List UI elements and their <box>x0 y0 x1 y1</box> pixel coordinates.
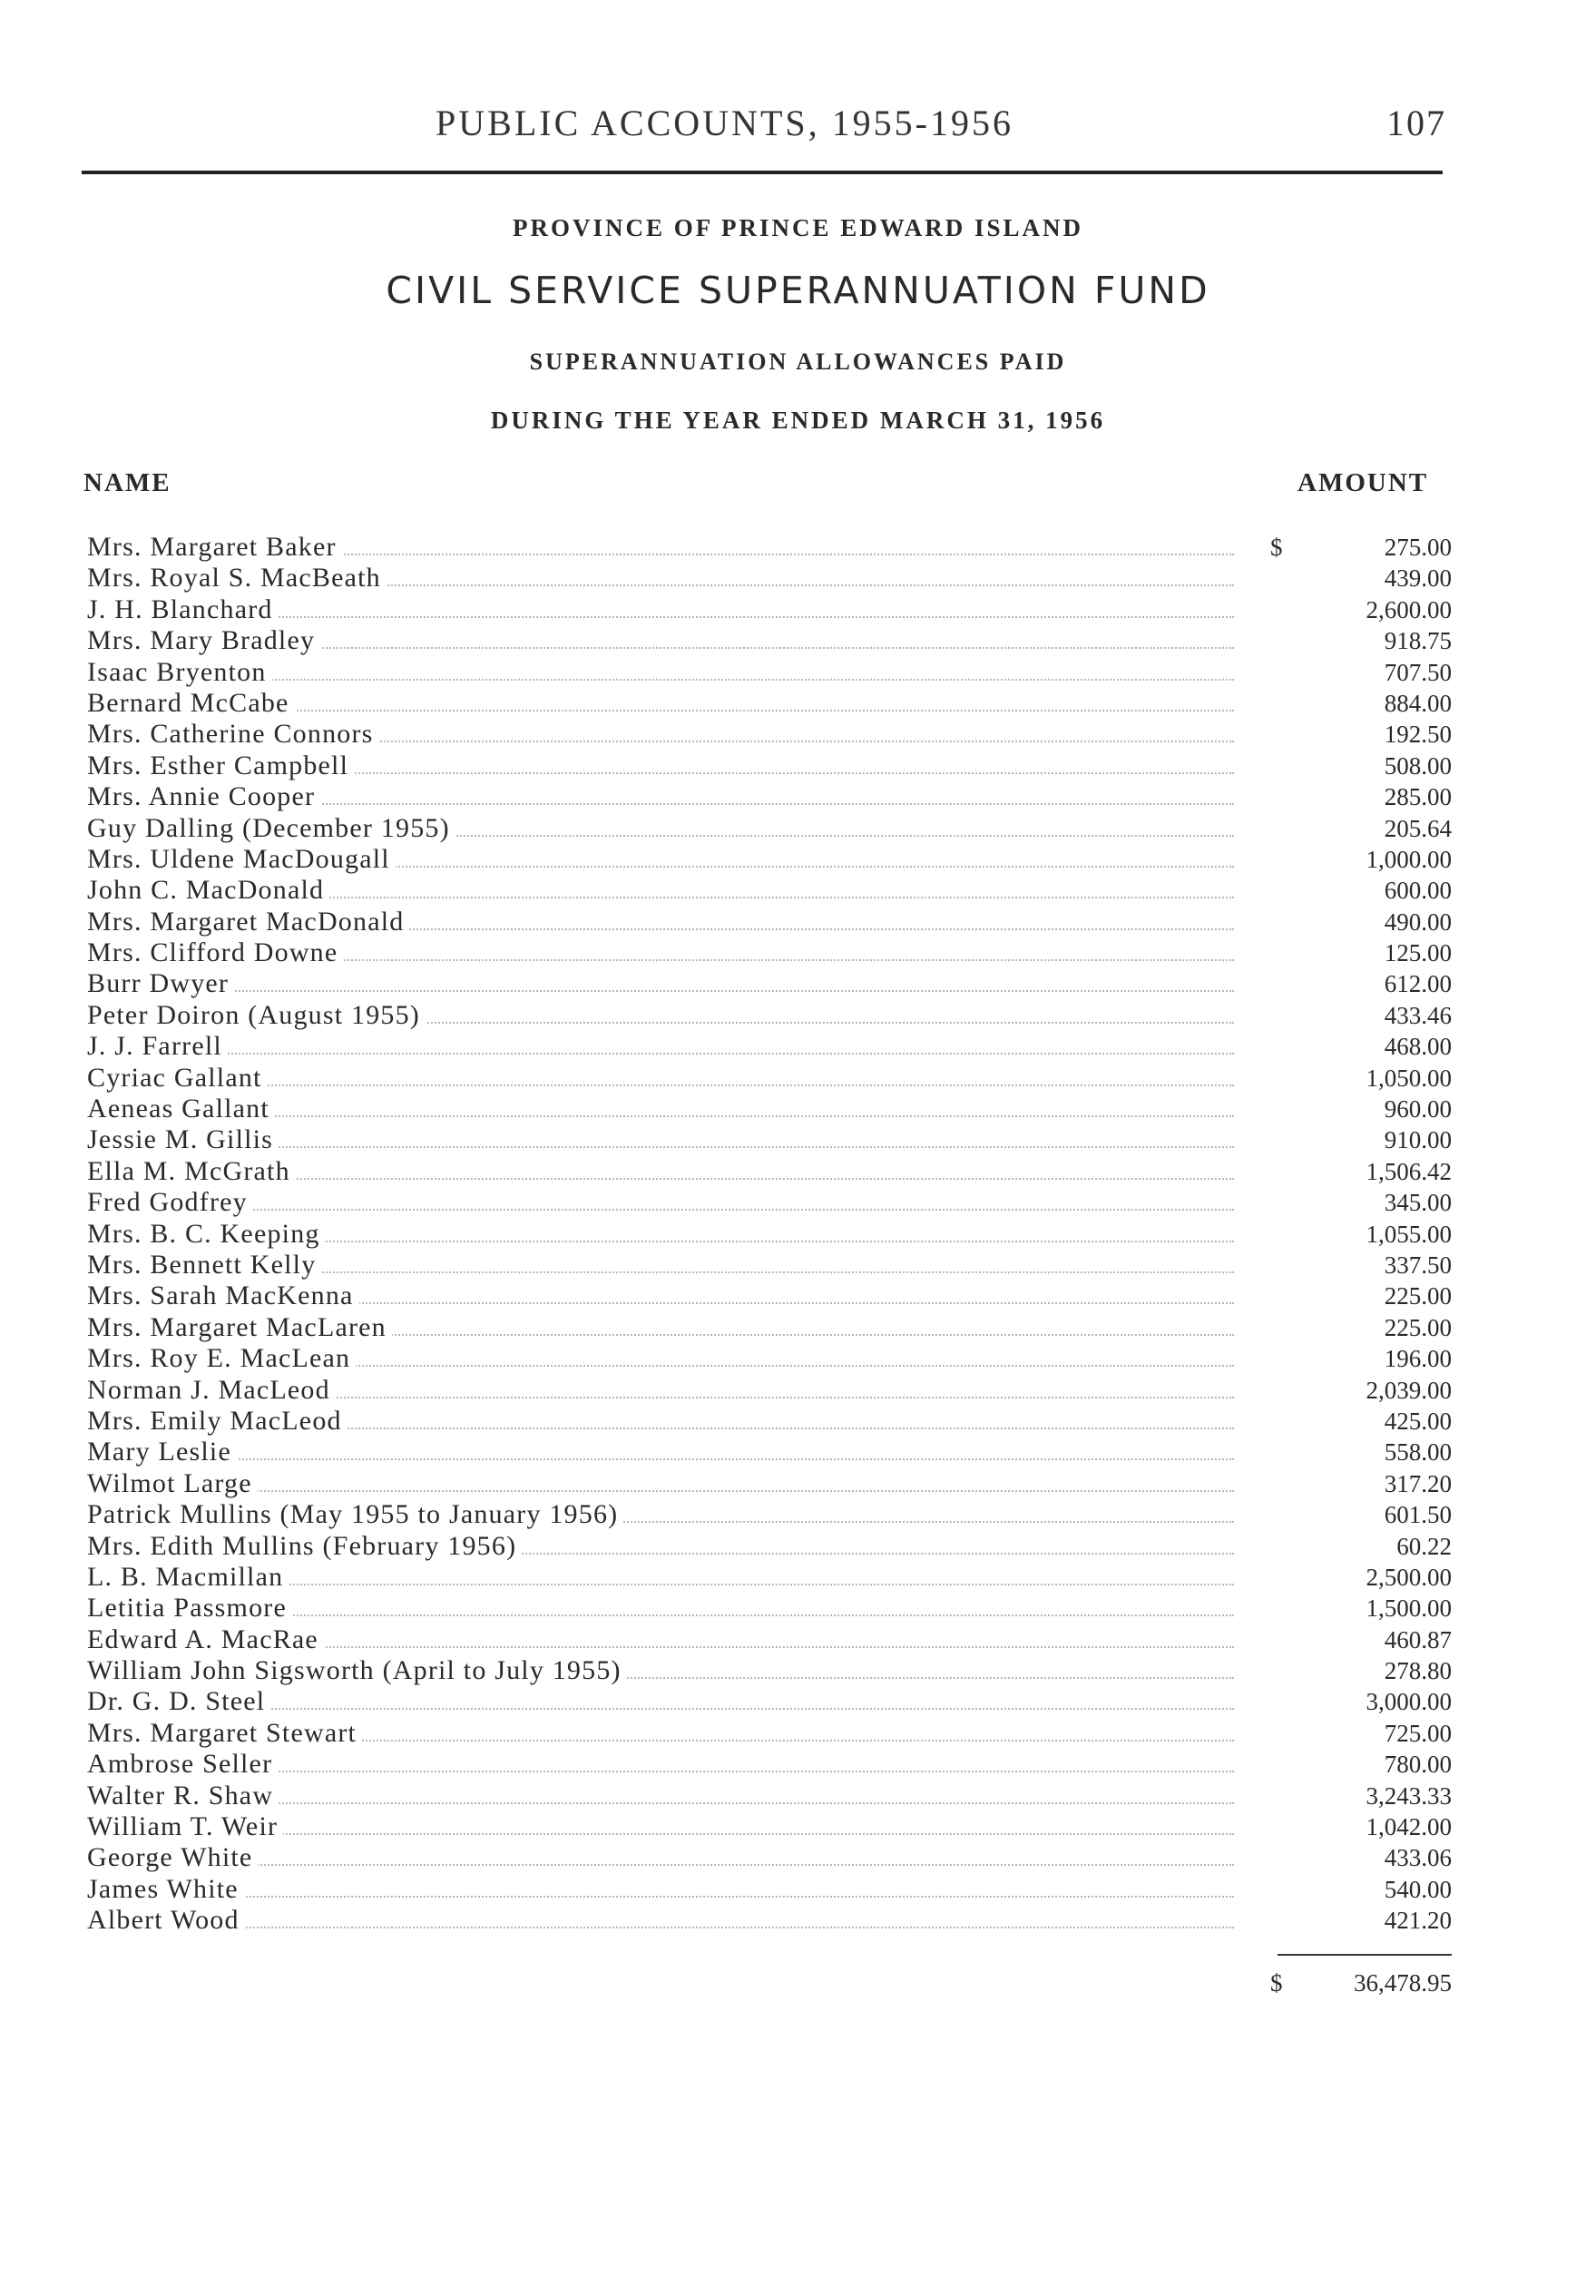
payee-name: Mrs. Edith Mullins (February 1956) <box>87 1531 522 1562</box>
currency-symbol: $ <box>1270 534 1283 561</box>
payee-name: Isaac Bryenton <box>87 657 272 688</box>
payee-name: Mrs. Emily MacLeod <box>87 1406 348 1437</box>
header-rule <box>82 171 1443 174</box>
payment-amount: 601.50 <box>1384 1501 1452 1529</box>
table-row <box>87 1094 1452 1124</box>
payment-amount: 421.20 <box>1384 1907 1452 1935</box>
payment-amount: 468.00 <box>1384 1033 1452 1061</box>
payee-name: Mrs. Roy E. MacLean <box>87 1343 356 1374</box>
payment-amount: 285.00 <box>1384 783 1452 811</box>
payee-name: Mrs. Margaret Baker <box>87 532 342 563</box>
payee-name: William T. Weir <box>87 1811 283 1842</box>
total-currency-symbol: $ <box>1270 1969 1283 1997</box>
table-row <box>87 563 1452 594</box>
payee-name: Albert Wood <box>87 1905 245 1936</box>
table-row <box>87 907 1452 937</box>
payee-name: Mrs. Annie Cooper <box>87 781 320 812</box>
payee-name: Mrs. Bennett Kelly <box>87 1250 321 1280</box>
total-rule <box>1278 1954 1452 1956</box>
payment-amount: 1,050.00 <box>1366 1064 1452 1092</box>
payee-name: Peter Doiron (August 1955) <box>87 1000 426 1031</box>
payment-amount: 780.00 <box>1384 1751 1452 1779</box>
table-row <box>87 875 1452 906</box>
dot-leader <box>87 1053 1234 1055</box>
table-row <box>87 1124 1452 1155</box>
table-row <box>87 813 1452 844</box>
table-row <box>87 1280 1452 1311</box>
payment-amount: 3,243.33 <box>1366 1781 1452 1810</box>
payee-name: James White <box>87 1874 244 1905</box>
payment-amount: 225.00 <box>1384 1282 1452 1310</box>
payment-amount: 196.00 <box>1384 1345 1452 1373</box>
table-row <box>87 937 1452 968</box>
table-row <box>87 688 1452 719</box>
payment-amount: 1,055.00 <box>1366 1220 1452 1248</box>
table-row <box>87 1624 1452 1655</box>
payee-name: Mrs. Uldene MacDougall <box>87 844 396 875</box>
payee-name: Mrs. Margaret Stewart <box>87 1718 362 1749</box>
payee-name: Mrs. B. C. Keeping <box>87 1219 326 1250</box>
table-row <box>87 1811 1452 1842</box>
payment-amount: 317.20 <box>1384 1469 1452 1497</box>
dot-leader <box>87 1458 1234 1460</box>
payment-amount: 337.50 <box>1384 1251 1452 1279</box>
payment-amount: 433.06 <box>1384 1844 1452 1872</box>
payee-name: Patrick Mullins (May 1955 to January 1956) <box>87 1499 623 1530</box>
payee-name: Norman J. MacLeod <box>87 1375 336 1406</box>
payment-amount: 707.50 <box>1384 658 1452 686</box>
payment-amount: 439.00 <box>1384 564 1452 593</box>
payment-amount: 225.00 <box>1384 1313 1452 1341</box>
province-heading: PROVINCE OF PRINCE EDWARD ISLAND <box>512 214 1084 241</box>
table-row <box>87 1250 1452 1280</box>
payee-name: Ella M. McGrath <box>87 1156 296 1187</box>
name-column-header: NAME <box>83 468 171 497</box>
table-row <box>87 1187 1452 1218</box>
payee-name: Dr. G. D. Steel <box>87 1686 270 1717</box>
payee-name: Cyriac Gallant <box>87 1063 268 1094</box>
table-row <box>87 1468 1452 1499</box>
payment-amount: 3,000.00 <box>1366 1688 1452 1716</box>
dot-leader <box>87 990 1234 992</box>
fund-title: CIVIL SERVICE SUPERANNUATION FUND <box>386 269 1210 312</box>
table-subtitle: SUPERANNUATION ALLOWANCES PAID <box>529 348 1067 375</box>
running-head: PUBLIC ACCOUNTS, 1955-1956 <box>436 103 1013 143</box>
table-row <box>87 1905 1452 1936</box>
payee-name: Mrs. Sarah MacKenna <box>87 1280 359 1311</box>
payment-amount: 1,500.00 <box>1366 1594 1452 1623</box>
payee-name: Ambrose Seller <box>87 1749 278 1780</box>
payment-amount: 884.00 <box>1384 689 1452 717</box>
payee-name: Mary Leslie <box>87 1437 237 1467</box>
table-row <box>87 1718 1452 1749</box>
table-row <box>87 1375 1452 1406</box>
payee-name: Fred Godfrey <box>87 1187 253 1218</box>
payment-amount: 125.00 <box>1384 939 1452 967</box>
table-row <box>87 1031 1452 1062</box>
table-row <box>87 1593 1452 1624</box>
table-row <box>87 1749 1452 1780</box>
table-row <box>87 1437 1452 1467</box>
payment-amount: 960.00 <box>1384 1095 1452 1123</box>
table-row <box>87 1406 1452 1437</box>
payment-amount: 205.64 <box>1384 814 1452 842</box>
payee-name: George White <box>87 1842 258 1873</box>
period-heading: DURING THE YEAR ENDED MARCH 31, 1956 <box>490 407 1106 434</box>
payment-amount: 725.00 <box>1384 1719 1452 1747</box>
table-row <box>87 625 1452 656</box>
payee-name: Burr Dwyer <box>87 968 234 999</box>
table-row <box>87 1531 1452 1562</box>
payment-amount: 2,500.00 <box>1366 1563 1452 1591</box>
table-row <box>87 1655 1452 1686</box>
payment-amount: 918.75 <box>1384 627 1452 655</box>
payee-name: Mrs. Margaret MacDonald <box>87 907 409 937</box>
table-row <box>87 1781 1452 1811</box>
table-row <box>87 1499 1452 1530</box>
table-row <box>87 844 1452 875</box>
table-row <box>87 532 1452 563</box>
payee-name: William John Sigsworth (April to July 1955) <box>87 1655 627 1686</box>
table-row <box>87 657 1452 688</box>
payment-amount: 278.80 <box>1384 1657 1452 1685</box>
payee-name: Guy Dalling (December 1955) <box>87 813 455 844</box>
payee-name: Aeneas Gallant <box>87 1094 275 1124</box>
payee-name: Bernard McCabe <box>87 688 295 719</box>
table-row <box>87 1219 1452 1250</box>
payment-amount: 508.00 <box>1384 751 1452 780</box>
table-row <box>87 1343 1452 1374</box>
dot-leader <box>87 1209 1234 1211</box>
payee-name: Mrs. Catherine Connors <box>87 719 379 750</box>
table-row <box>87 751 1452 781</box>
total-amount: 36,478.95 <box>1354 1969 1452 1997</box>
payment-amount: 192.50 <box>1384 721 1452 749</box>
payment-amount: 60.22 <box>1396 1532 1452 1560</box>
payment-amount: 433.46 <box>1384 1001 1452 1029</box>
payee-name: Jessie M. Gillis <box>87 1124 279 1155</box>
payment-amount: 490.00 <box>1384 908 1452 936</box>
table-row <box>87 1842 1452 1873</box>
payment-amount: 460.87 <box>1384 1625 1452 1653</box>
payee-name: Mrs. Royal S. MacBeath <box>87 563 387 594</box>
payee-name: L. B. Macmillan <box>87 1562 289 1593</box>
payment-amount: 2,600.00 <box>1366 595 1452 623</box>
payment-amount: 1,042.00 <box>1366 1813 1452 1841</box>
table-row <box>87 1686 1452 1717</box>
payee-name: Mrs. Clifford Downe <box>87 937 343 968</box>
payee-name: J. J. Farrell <box>87 1031 228 1062</box>
table-row <box>87 719 1452 750</box>
table-row <box>87 1562 1452 1593</box>
table-row <box>87 1000 1452 1031</box>
dot-leader <box>87 1927 1234 1928</box>
allowance-table <box>87 532 1452 1937</box>
page-number: 107 <box>1386 103 1446 143</box>
table-row <box>87 781 1452 812</box>
table-row <box>87 1063 1452 1094</box>
payment-amount: 558.00 <box>1384 1438 1452 1467</box>
payment-amount: 1,000.00 <box>1366 845 1452 873</box>
payment-amount: 425.00 <box>1384 1407 1452 1435</box>
table-row <box>87 1874 1452 1905</box>
payment-amount: 540.00 <box>1384 1875 1452 1903</box>
payee-name: Letitia Passmore <box>87 1593 292 1624</box>
payment-amount: 612.00 <box>1384 970 1452 998</box>
payment-amount: 600.00 <box>1384 877 1452 905</box>
table-row <box>87 1312 1452 1343</box>
payee-name: Wilmot Large <box>87 1468 258 1499</box>
dot-leader <box>87 1896 1234 1898</box>
payee-name: Edward A. MacRae <box>87 1624 324 1655</box>
table-row <box>87 968 1452 999</box>
payment-amount: 275.00 <box>1384 534 1452 561</box>
payee-name: Mrs. Margaret MacLaren <box>87 1312 392 1343</box>
table-row <box>87 594 1452 625</box>
payee-name: Walter R. Shaw <box>87 1781 279 1811</box>
payment-amount: 2,039.00 <box>1366 1376 1452 1404</box>
amount-column-header: AMOUNT <box>1297 468 1429 497</box>
payment-amount: 1,506.42 <box>1366 1157 1452 1185</box>
table-row <box>87 1156 1452 1187</box>
payee-name: Mrs. Esther Campbell <box>87 751 354 781</box>
payee-name: John C. MacDonald <box>87 875 329 906</box>
dot-leader <box>87 1864 1234 1866</box>
payee-name: Mrs. Mary Bradley <box>87 625 320 656</box>
payment-amount: 345.00 <box>1384 1189 1452 1217</box>
payee-name: J. H. Blanchard <box>87 594 279 625</box>
payment-amount: 910.00 <box>1384 1126 1452 1154</box>
dot-leader <box>87 1490 1234 1492</box>
